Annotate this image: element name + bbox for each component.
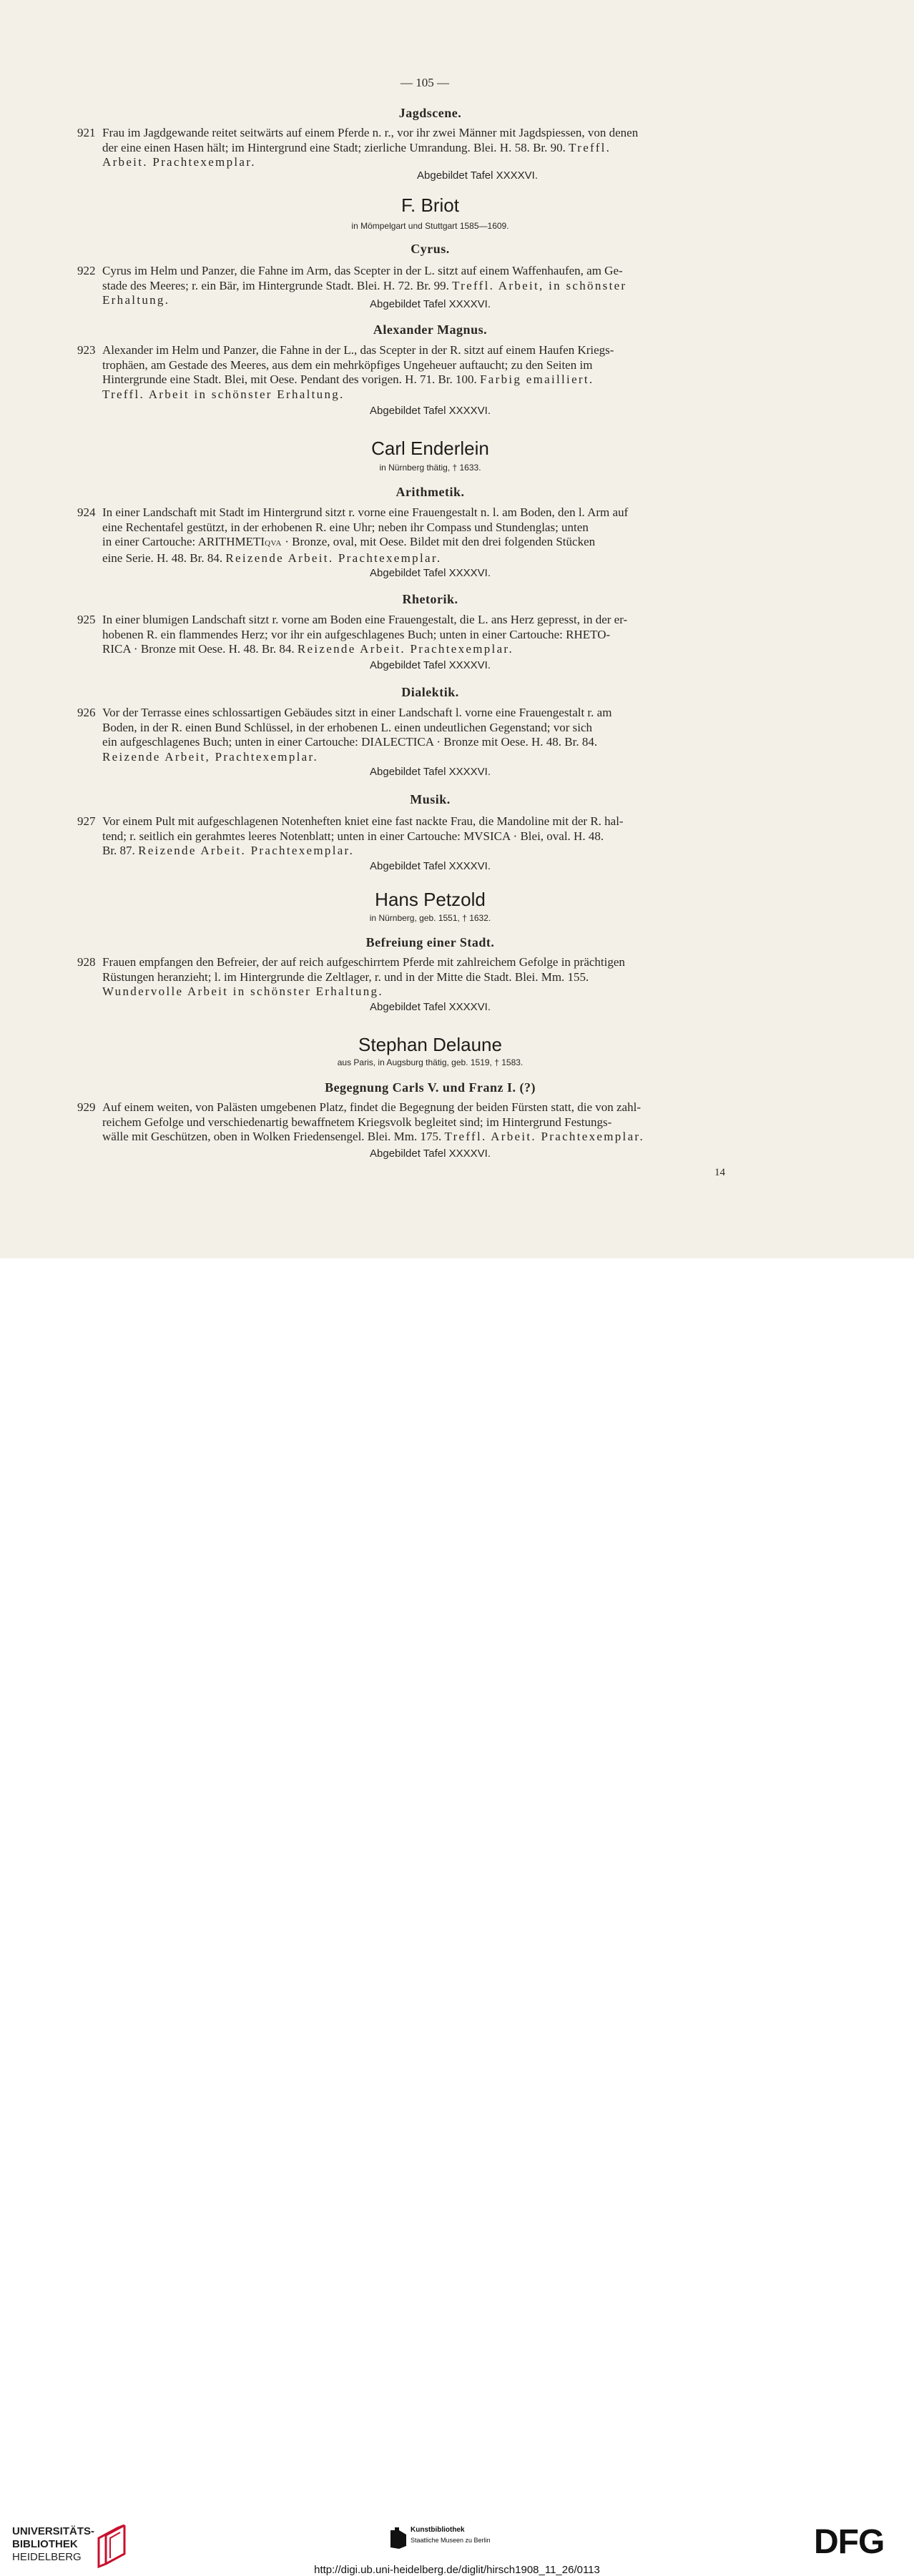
- section-heading-dialektik: Dialektik.: [401, 685, 459, 699]
- artist-subtitle-enderlein: in Nürnberg thätig, † 1633.: [379, 463, 481, 473]
- artist-name-delaune: Stephan Delaune: [358, 1034, 502, 1055]
- entry-number: 928: [77, 955, 96, 969]
- entry-929: 929 Auf einem weiten, von Palästen umgebenen Platz, findet die Begegnung der beiden Fürsten statt, die von zahl- reichem Gefolge und verschiedenartig bewaffnetem Kriegsvolk begleitet sind; im Hintergrund Festungs- wälle mit Geschützen, oben in Wolken Friedensengel. Blei. Mm. 175. Treffl. Arbeit. Prachtexemplar.: [77, 1100, 644, 1144]
- section-heading-befreiung: Befreiung einer Stadt.: [365, 935, 495, 949]
- abgebildet-922: Abgebildet Tafel XXXXVI.: [370, 298, 491, 310]
- entry-923: 923 Alexander im Helm und Panzer, die Fahne in der L., das Scepter in der R. sitzt auf einem Haufen Kriegs- trophäen, am Gestade des Meeres, aus dem ein mehrköpfiges Ungeheuer auftaucht; zu den Seiten im Hintergrunde eine Stadt. Blei, mit Oese. Pendant des vorigen. H. 71. Br. 100. Farbig emailliert. Treffl. Arbeit in schönster Erhaltung.: [77, 343, 614, 401]
- entry-924: 924 In einer Landschaft mit Stadt im Hintergrund sitzt r. vorne eine Frauengestalt n. l. am Boden, den l. Arm auf eine Rechentafel gestützt, in der erhobenen R. eine Uhr; neben ihr Compass und Stundenglas; unten in einer Cartouche: ARITHMETIQVA · Bronze, oval, mit Oese. Bildet mit den drei folgenden Stücken eine Serie. H. 48. Br. 84. Reizende Arbeit. Prachtexemplar.: [77, 505, 629, 565]
- section-heading-arithmetik: Arithmetik.: [395, 485, 465, 499]
- abgebildet-925: Abgebildet Tafel XXXXVI.: [370, 659, 491, 671]
- abgebildet-921: Abgebildet Tafel XXXXVI.: [417, 169, 538, 182]
- entry-925: 925 In einer blumigen Landschaft sitzt r. vorne am Boden eine Frauengestalt, die L. ans Herz gepresst, in der er- hobenen R. ein flammendes Herz; vor ihr ein aufgeschlagenes Buch; unten in einer Cartouche: RHETO- RICA · Bronze mit Oese. H. 48. Br. 84. Reizende Arbeit. Prachtexemplar.: [77, 613, 628, 656]
- source-url[interactable]: http://digi.ub.uni-heidelberg.de/diglit/hirsch1908_11_26/0113: [314, 2564, 600, 2576]
- section-heading-rhetorik: Rhetorik.: [402, 592, 458, 606]
- abgebildet-928: Abgebildet Tafel XXXXVI.: [370, 1001, 491, 1013]
- kunstbibliothek-subtitle: Staatliche Museen zu Berlin: [411, 2537, 491, 2544]
- artist-name-petzold: Hans Petzold: [375, 889, 486, 910]
- entry-926: 926 Vor der Terrasse eines schlossartigen Gebäudes sitzt in einer Landschaft l. vorne eine Frauengestalt r. am Boden, in der R. einen Bund Schlüssel, in der erhobenen L. einen undeutlichen Gegenstand; vor sich ein aufgeschlagenes Buch; unten in einer Cartouche: DIALECTICA · Bronze mit Oese. H. 48. Br. 84. Reizende Arbeit, Prachtexemplar.: [77, 706, 612, 764]
- university-library-name: UNIVERSITÄTS- BIBLIOTHEK HEIDELBERG: [12, 2525, 95, 2563]
- entry-number: 925: [77, 613, 96, 626]
- kunstbibliothek-name: Kunstbibliothek: [411, 2526, 465, 2534]
- university-library-logo-icon: [92, 2522, 129, 2568]
- abgebildet-926: Abgebildet Tafel XXXXVI.: [370, 766, 491, 778]
- entry-928: 928 Frauen empfangen den Befreier, der auf reich aufgeschirrtem Pferde mit zahlreichem Gefolge in prächtigen Rüstungen heranzieht; l. im Hintergrunde die Zeltlager, r. und in der Mitte die Stadt. Blei. Mm. 155. Wundervolle Arbeit in schönster Erhaltung.: [77, 955, 625, 999]
- artist-subtitle-petzold: in Nürnberg, geb. 1551, † 1632.: [369, 913, 491, 923]
- artist-subtitle-delaune: aus Paris, in Augsburg thätig, geb. 1519, † 1583.: [337, 1057, 524, 1067]
- abgebildet-929: Abgebildet Tafel XXXXVI.: [370, 1148, 491, 1160]
- abgebildet-927: Abgebildet Tafel XXXXVI.: [370, 860, 491, 872]
- entry-921: 921 Frau im Jagdgewande reitet seitwärts auf einem Pferde n. r., vor ihr zwei Männer mit Jagdspiessen, von denen der eine einen Hasen hält; im Hintergrund eine Stadt; zierliche Umrandung. Blei. H. 58. Br. 90. Treffl. Arbeit. Prachtexemplar.: [77, 126, 639, 169]
- artist-name-enderlein: Carl Enderlein: [371, 438, 489, 459]
- artist-subtitle-briot: in Mömpelgart und Stuttgart 1585—1609.: [351, 221, 509, 231]
- corner-page-number: 14: [714, 1167, 725, 1178]
- entry-number: 923: [77, 343, 96, 357]
- section-heading-jagdscene: Jagdscene.: [398, 106, 462, 120]
- dfg-logo: DFG: [814, 2523, 885, 2561]
- scanned-page: [0, 0, 914, 1258]
- entry-number: 929: [77, 1100, 96, 1114]
- entry-number: 921: [77, 126, 96, 139]
- digitization-footer: [0, 1258, 914, 2576]
- page-number: — 105 —: [401, 76, 449, 89]
- artist-name-briot: F. Briot: [401, 194, 459, 216]
- section-heading-alexander: Alexander Magnus.: [373, 322, 488, 337]
- entry-number: 924: [77, 505, 96, 519]
- entry-922: 922 Cyrus im Helm und Panzer, die Fahne im Arm, das Scepter in der L. sitzt auf einem Waffenhaufen, am Ge- stade des Meeres; r. ein Bär, im Hintergrunde Stadt. Blei. H. 72. Br. 99. Treffl. Arbeit, in schönster Erhaltung.: [77, 264, 627, 307]
- abgebildet-924: Abgebildet Tafel XXXXVI.: [370, 567, 491, 579]
- kunstbibliothek-logo-icon: [389, 2526, 408, 2550]
- entry-number: 926: [77, 706, 96, 719]
- entry-927: 927 Vor einem Pult mit aufgeschlagenen Notenheften kniet eine fast nackte Frau, die Mandoline mit der R. hal- tend; r. seitlich ein gerahmtes leeres Notenblatt; unten in einer Cartouche: MVSICA · Blei, oval. H. 48. Br. 87. Reizende Arbeit. Prachtexemplar.: [77, 814, 624, 858]
- section-heading-musik: Musik.: [410, 792, 451, 806]
- section-heading-cyrus: Cyrus.: [411, 242, 450, 256]
- abgebildet-923: Abgebildet Tafel XXXXVI.: [370, 405, 491, 417]
- entry-number: 927: [77, 814, 96, 828]
- entry-number: 922: [77, 264, 96, 277]
- section-heading-begegnung: Begegnung Carls V. und Franz I. (?): [325, 1080, 536, 1095]
